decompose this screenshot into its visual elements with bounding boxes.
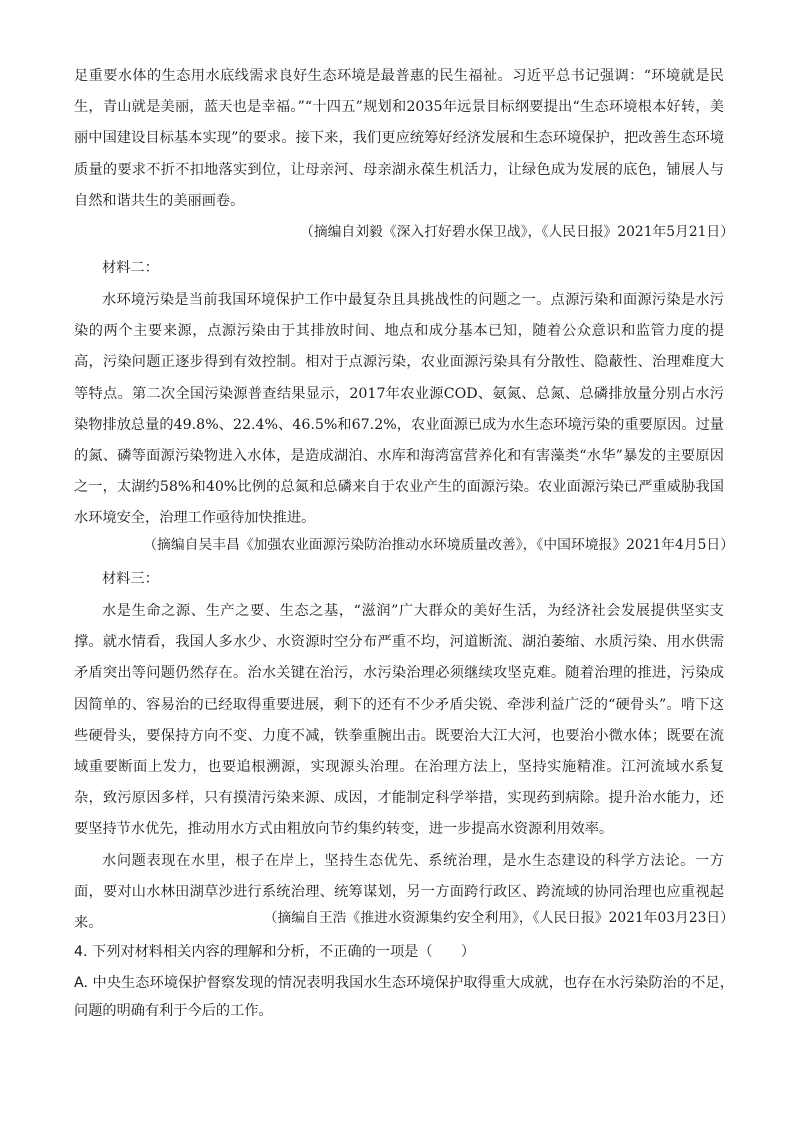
option-a: A. 中央生态环境保护督察发现的情况表明我国水生态环境保护取得重大成就，也存在水污染防治的不足，问题的明确有利于今后的工作。 xyxy=(74,975,734,1019)
material1-source: （摘编自刘毅《深入打好碧水保卫战》，《人民日报》2021年5月21日） xyxy=(300,224,734,240)
material3-label: 材料三： xyxy=(102,571,159,587)
material1-text: 足重要水体的生态用水底线需求良好生态环境是最普惠的民生福祉。习近平总书记强调：“环境就是民生，青山就是美丽，蓝天也是幸福。”“十四五”规划和2035年远景目标纲要提出“生态环境根本好转，美丽中国建设目标基本实现”的要求。接下来，我们更应统筹好经济发展和生态环境保护，把改善生态环境质量的要求不折不扣地落实到位，让母亲河、母亲湖永葆生机活力，让绿色成为发展的底色，铺展人与自然和谐共生的美丽画卷。 xyxy=(74,68,724,209)
material3-text-2: 水问题表现在水里，根子在岸上，坚持生态优先、系统治理，是水生态建设的科学方法论。一方面，要对山水林田湖草沙进行系统治理、统筹谋划，另一方面跨行政区、跨流域的协同治理也应重视起来。 xyxy=(74,852,724,932)
material2-text: 水环境污染是当前我国环境保护工作中最复杂且具挑战性的问题之一。点源污染和面源污染是水污染的两个主要来源，点源污染由于其排放时间、地点和成分基本已知，随着公众意识和监管力度的提高，污染问题正逐步得到有效控制。相对于点源污染，农业面源污染具有分散性、隐蔽性、治理难度大等特点。第二次全国污染源普查结果显示，2017年农业源COD、氨氮、总氮、总磷排放量分别占水污染物排放总量的49.8%、22.4%、46.5%和67.2%，农业面源已成为水生态环境污染的重要原因。过量的氮、磷等面源污染物进入水体，是造成湖泊、水库和海湾富营养化和有害藻类“水华”暴发的主要原因之一，太湖约58%和40%比例的总氮和总磷来自于农业产生的面源污染。农业面源污染已严重威胁我国水环境安全，治理工作亟待加快推进。 xyxy=(74,292,724,527)
material2-source: （摘编自吴丰昌《加强农业面源污染防治推动水环境质量改善》，《中国环境报》2021年4月5日） xyxy=(143,537,734,553)
material3-text-1: 水是生命之源、生产之要、生态之基，“滋润”广大群众的美好生活，为经济社会发展提供坚实支撑。就水情看，我国人多水少、水资源时空分布严重不均，河道断流、湖泊萎缩、水质污染、用水供需矛盾突出等问题仍然存在。治水关键在治污，水污染治理必须继续攻坚克难。随着治理的推进，污染成因简单的、容易治的已经取得重要进展，剩下的还有不少矛盾尖锐、牵涉利益广泛的“硬骨头”。啃下这些硬骨头，要保持方向不变、力度不减，铁拳重腕出击。既要治大江大河，也要治小微水体；既要在流域重要断面上发力，也要追根溯源，实现源头治理。在治理方法上，坚持实施精准。江河流域水系复杂，致污原因多样，只有摸清污染来源、成因，才能制定科学举措，实现药到病除。提升治水能力，还要坚持节水优先，推动用水方式由粗放向节约集约转变，进一步提高水资源利用效率。 xyxy=(74,603,724,838)
material3-source: （摘编自王浩《推进水资源集约安全利用》，《人民日报》2021年03月23日） xyxy=(263,910,734,926)
material2-label: 材料二： xyxy=(102,260,159,276)
material3-body xyxy=(74,596,724,939)
question-stem: 4. 下列对材料相关内容的理解和分析，不正确的一项是（ ） xyxy=(74,944,476,960)
material2-body xyxy=(74,285,724,535)
material1-continuation xyxy=(74,61,724,217)
